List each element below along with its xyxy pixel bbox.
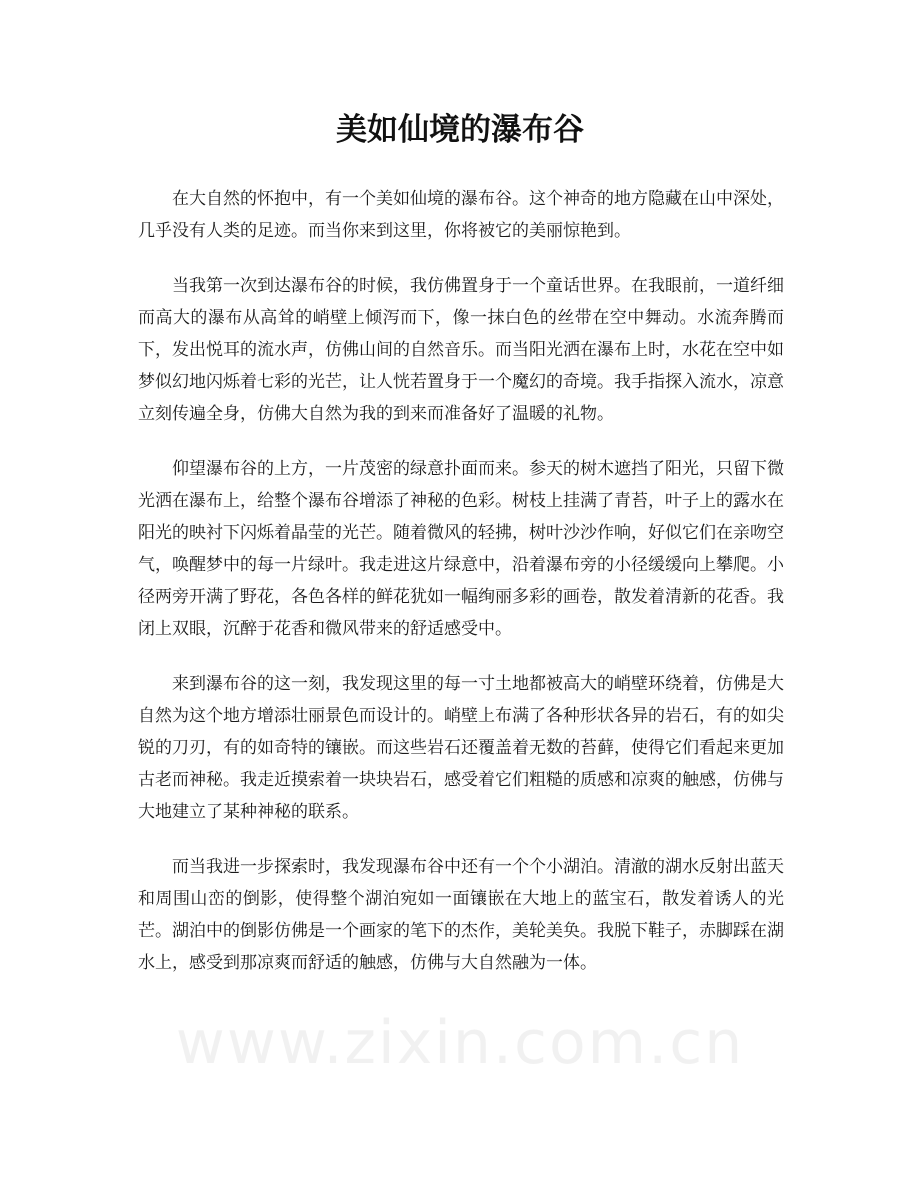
watermark: www.zixin.com.cn [175,1008,745,1078]
paragraph-1: 在大自然的怀抱中，有一个美如仙境的瀑布谷。这个神奇的地方隐藏在山中深处，几乎没有人类的足迹。而当你来到这里，你将被它的美丽惊艳到。 [138,189,784,241]
document-title: 美如仙境的瀑布谷 [336,112,584,148]
paragraph-2: 当我第一次到达瀑布谷的时候，我仿佛置身于一个童话世界。在我眼前，一道纤细而高大的瀑布从高耸的峭壁上倾泻而下，像一抹白色的丝带在空中舞动。水流奔腾而下，发出悦耳的流水声，仿佛山间的自然音乐。而当阳光洒在瀑布上时，水花在空中如梦似幻地闪烁着七彩的光芒，让人恍若置身于一个魔幻的奇境。我手指探入流水，凉意立刻传遍全身，仿佛大自然为我的到来而准备好了温暖的礼物。 [138,276,784,424]
paragraph-5: 而当我进一步探索时，我发现瀑布谷中还有一个个小湖泊。清澈的湖水反射出蓝天和周围山峦的倒影，使得整个湖泊宛如一面镶嵌在大地上的蓝宝石，散发着诱人的光芒。湖泊中的倒影仿佛是一个画家的笔下的杰作，美轮美奂。我脱下鞋子，赤脚踩在湖水上，感受到那凉爽而舒适的触感，仿佛与大自然融为一体。 [138,857,784,973]
document-body [138,183,784,1002]
paragraph-4: 来到瀑布谷的这一刻，我发现这里的每一寸土地都被高大的峭壁环绕着，仿佛是大自然为这个地方增添壮丽景色而设计的。峭壁上布满了各种形状各异的岩石，有的如尖锐的刀刃，有的如奇特的镶嵌。而这些岩石还覆盖着无数的苔藓，使得它们看起来更加古老而神秘。我走近摸索着一块块岩石，感受着它们粗糙的质感和凉爽的触感，仿佛与大地建立了某种神秘的联系。 [138,674,784,822]
paragraph-3: 仰望瀑布谷的上方，一片茂密的绿意扑面而来。参天的树木遮挡了阳光，只留下微光洒在瀑布上，给整个瀑布谷增添了神秘的色彩。树枝上挂满了青苔，叶子上的露水在阳光的映衬下闪烁着晶莹的光芒。随着微风的轻拂，树叶沙沙作响，好似它们在亲吻空气，唤醒梦中的每一片绿叶。我走进这片绿意中，沿着瀑布旁的小径缓缓向上攀爬。小径两旁开满了野花，各色各样的鲜花犹如一幅绚丽多彩的画卷，散发着清新的花香。我闭上双眼，沉醉于花香和微风带来的舒适感受中。 [138,459,784,639]
